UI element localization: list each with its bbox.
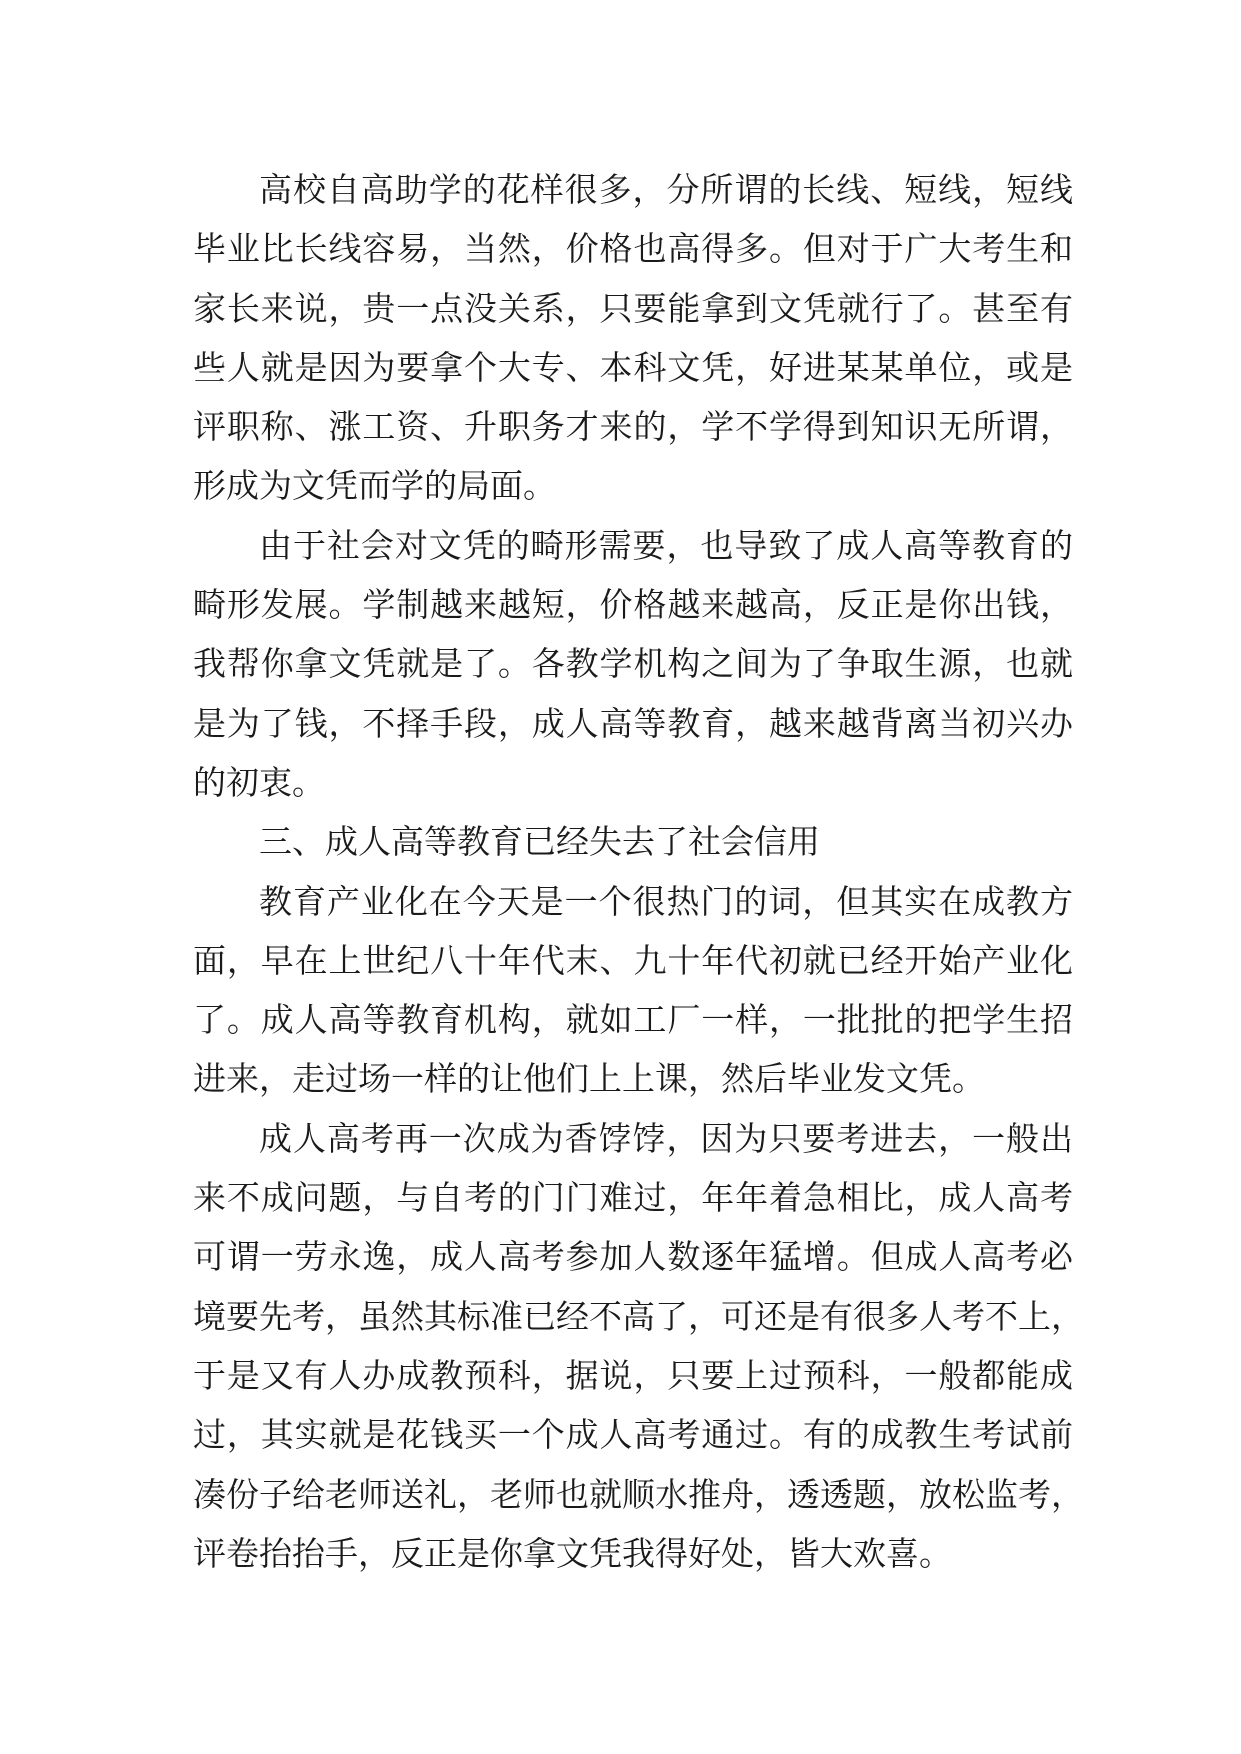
text-line: 境要先考，虽然其标准已经不高了，可还是有很多人考不上， <box>193 1296 1084 1336</box>
text-line: 凑份子给老师送礼，老师也就顺水推舟，透透题，放松监考， <box>193 1474 1084 1514</box>
text-line: 于是又有人办成教预科，据说，只要上过预科，一般都能成 <box>193 1355 1073 1395</box>
text-line: 是为了钱，不择手段，成人高等教育，越来越背离当初兴办 <box>193 703 1073 743</box>
paragraph <box>193 160 1073 516</box>
text-line: 形成为文凭而学的局面。 <box>193 466 556 506</box>
text-line: 评卷抬抬手，反正是你拿文凭我得好处，皆大欢喜。 <box>193 1533 952 1573</box>
text-line: 些人就是因为要拿个大专、本科文凭，好进某某单位，或是 <box>193 347 1073 387</box>
text-line: 成人高考再一次成为香饽饽，因为只要考进去，一般出 <box>259 1118 1073 1158</box>
text-line: 教育产业化在今天是一个很热门的词，但其实在成教方 <box>259 881 1073 921</box>
paragraph <box>193 516 1073 812</box>
heading-line: 三、成人高等教育已经失去了社会信用 <box>259 822 820 862</box>
document-body <box>193 160 1084 1583</box>
text-line: 畸形发展。学制越来越短，价格越来越高，反正是你出钱， <box>193 585 1073 625</box>
section-heading <box>193 812 1073 871</box>
text-line: 毕业比长线容易，当然，价格也高得多。但对于广大考生和 <box>193 229 1073 269</box>
text-line: 了。成人高等教育机构，就如工厂一样，一批批的把学生招 <box>193 1000 1073 1040</box>
paragraph <box>193 1109 1084 1583</box>
text-line: 面，早在上世纪八十年代末、九十年代初就已经开始产业化 <box>193 940 1073 980</box>
text-line: 的初衷。 <box>193 762 325 802</box>
text-line: 来不成问题，与自考的门门难过，年年着急相比，成人高考 <box>193 1178 1073 1218</box>
text-line: 家长来说，贵一点没关系，只要能拿到文凭就行了。甚至有 <box>193 288 1073 328</box>
text-line: 由于社会对文凭的畸形需要，也导致了成人高等教育的 <box>259 525 1073 565</box>
text-line: 评职称、涨工资、升职务才来的，学不学得到知识无所谓， <box>193 407 1073 447</box>
text-line: 可谓一劳永逸，成人高考参加人数逐年猛增。但成人高考必 <box>193 1237 1073 1277</box>
text-line: 过，其实就是花钱买一个成人高考通过。有的成教生考试前 <box>193 1415 1073 1455</box>
text-line: 进来，走过场一样的让他们上上课，然后毕业发文凭。 <box>193 1059 985 1099</box>
text-line: 高校自高助学的花样很多，分所谓的长线、短线，短线 <box>259 170 1073 209</box>
text-line: 我帮你拿文凭就是了。各教学机构之间为了争取生源，也就 <box>193 644 1073 684</box>
paragraph <box>193 872 1073 1109</box>
